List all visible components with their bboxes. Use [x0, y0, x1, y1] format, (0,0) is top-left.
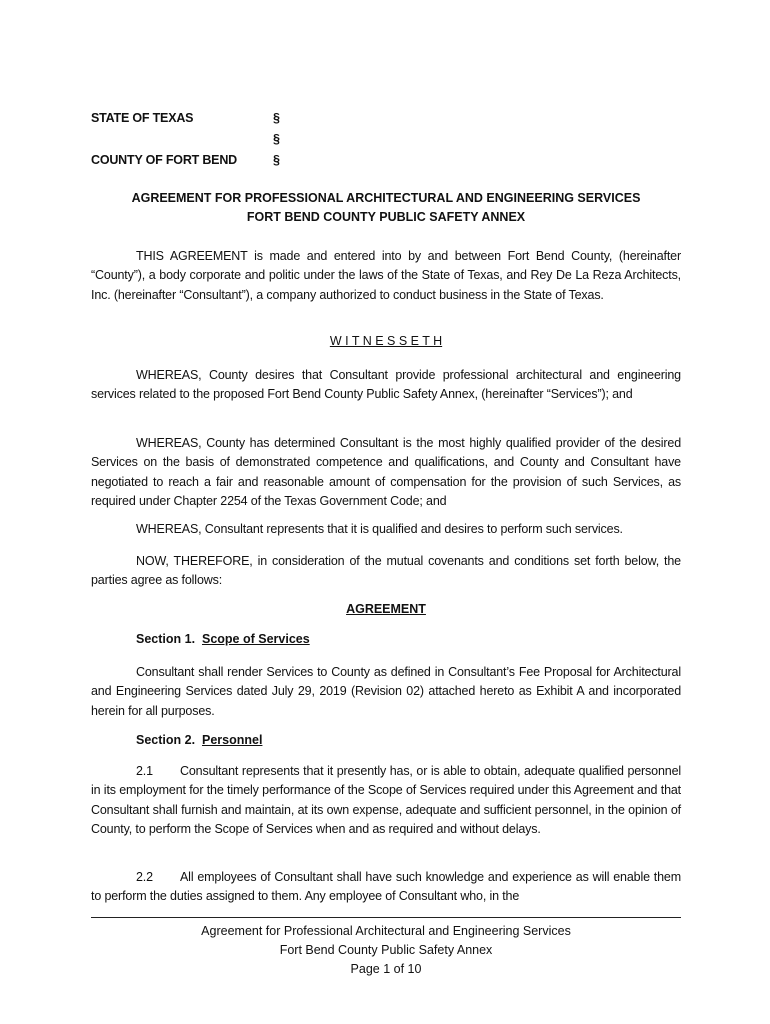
- intro-paragraph: THIS AGREEMENT is made and entered into by and between Fort Bend County, (hereinafter “County”), a body corporate and politic under the laws of the State of Texas, and Rey De La Reza Architects, Inc. (hereinafter “Consultant”), a company authorized to conduct business in the State of Texas.: [91, 249, 681, 302]
- agreement-title-line2: FORT BEND COUNTY PUBLIC SAFETY ANNEX: [246, 210, 526, 224]
- caption-state: STATE OF TEXAS: [91, 111, 194, 125]
- whereas-paragraph-3: WHEREAS, Consultant represents that it is qualified and desires to perform such services.: [136, 522, 623, 536]
- section-mark: §: [273, 132, 280, 146]
- whereas-paragraph-2: WHEREAS, County has determined Consultant is the most highly qualified provider of the desired Services on the basis of demonstrated competence and qualifications, and County and Consultant have negotiated to reach a fair and reasonable amount of compensation for the provision of such Services, as required under Chapter 2254 of the Texas Government Code; and: [91, 436, 681, 508]
- footer-page-number: Page 1 of 10: [350, 962, 422, 976]
- agreement-title-line1: AGREEMENT FOR PROFESSIONAL ARCHITECTURAL AND ENGINEERING SERVICES: [131, 191, 641, 205]
- clause-text: Consultant represents that it presently has, or is able to obtain, adequate qualified personnel in its employment for the timely performance of the Scope of Services required under this Agreement and that Consultant shall furnish and maintain, at its own expense, adequate and sufficient personnel, in the opinion of County, to perform the Scope of Services when and as required and without delays.: [91, 764, 681, 836]
- caption-county: COUNTY OF FORT BEND: [91, 153, 237, 167]
- section-2-2-paragraph: [91, 868, 681, 907]
- footer-title: Agreement for Professional Architectural and Engineering Services: [201, 924, 571, 938]
- clause-number: 2.1: [136, 764, 153, 778]
- section-mark: §: [273, 111, 280, 125]
- section-1-text: Consultant shall render Services to County as defined in Consultant’s Fee Proposal for Architectural and Engineering Services dated July 29, 2019 (Revision 02) attached hereto as Exhibit A and incorporated herein for all purposes.: [91, 665, 681, 718]
- section-2-heading: [136, 733, 262, 747]
- clause-number: 2.2: [136, 870, 153, 884]
- footer-divider: [91, 917, 681, 918]
- footer-subtitle: Fort Bend County Public Safety Annex: [279, 943, 493, 957]
- section-1-heading: [136, 632, 310, 646]
- whereas-paragraph-1: WHEREAS, County desires that Consultant provide professional architectural and engineering services related to the proposed Fort Bend County Public Safety Annex, (hereinafter “Services”); and: [91, 368, 681, 402]
- agreement-heading: AGREEMENT: [346, 602, 426, 616]
- section-1-title: Scope of Services: [202, 632, 310, 646]
- now-therefore-paragraph: NOW, THEREFORE, in consideration of the mutual covenants and conditions set forth below, the parties agree as follows:: [91, 554, 681, 588]
- section-2-title: Personnel: [202, 733, 263, 747]
- section-mark: §: [273, 153, 280, 167]
- section-2-1-paragraph: [91, 762, 681, 839]
- section-1-label: Section 1.: [136, 632, 196, 646]
- clause-text: All employees of Consultant shall have such knowledge and experience as will enable them to perform the duties assigned to them. Any employee of Consultant who, in the: [91, 870, 681, 904]
- witnesseth-heading: W I T N E S S E T H: [329, 334, 443, 348]
- section-2-label: Section 2.: [136, 733, 196, 747]
